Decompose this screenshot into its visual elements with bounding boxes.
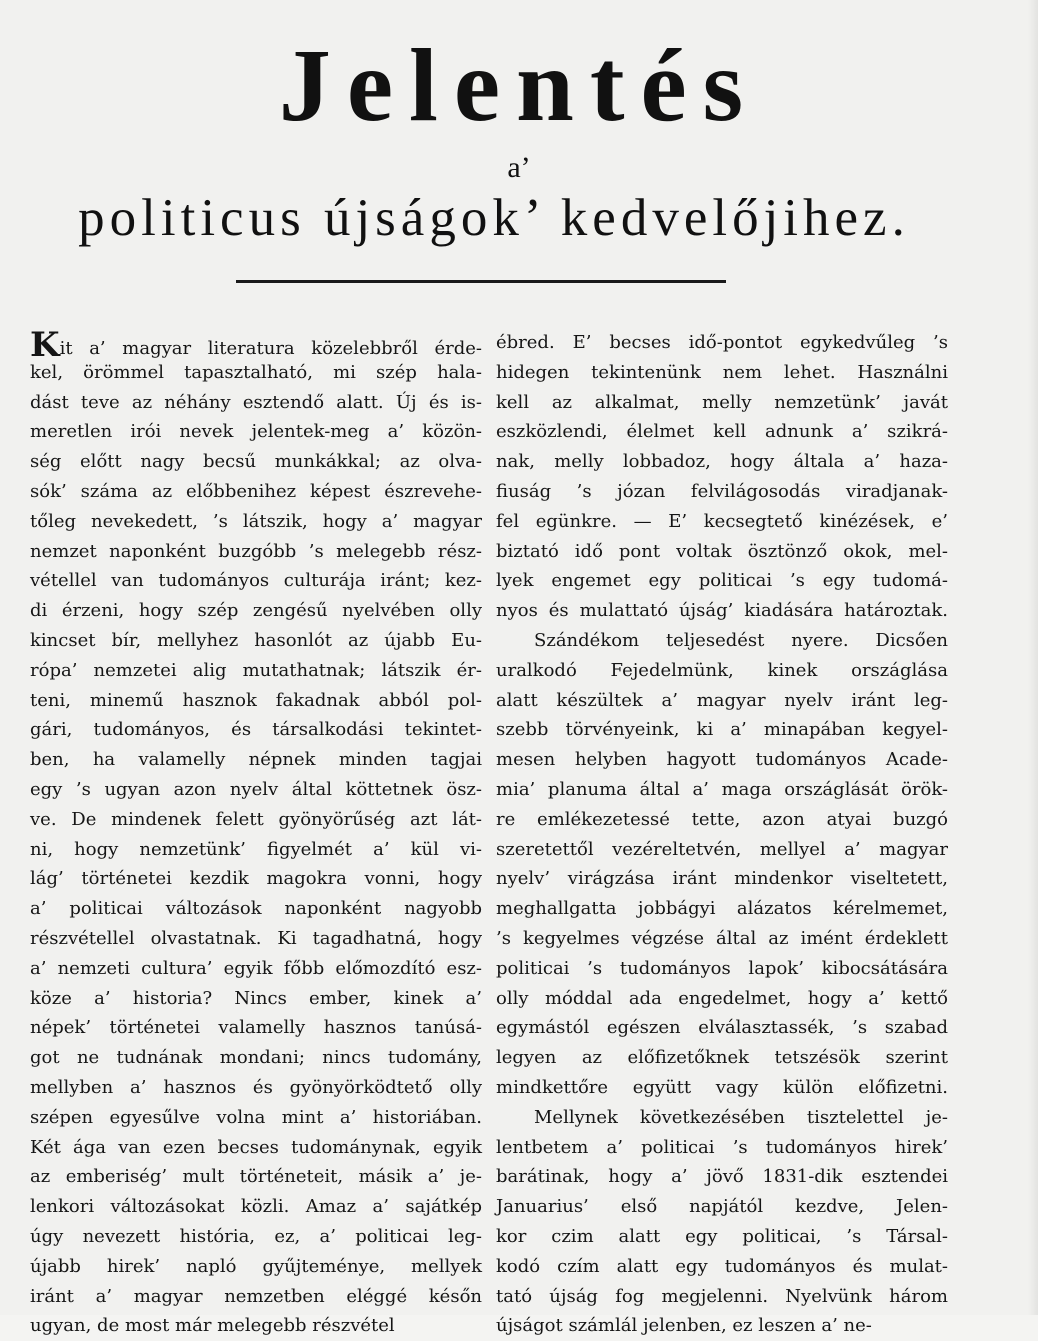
first-line-text: it a’ magyar literatura közelebbről érde-: [59, 338, 482, 359]
text-line: nemzet naponként buzgóbb ’s melegebb rész-: [30, 540, 482, 562]
text-line: teni, minemű hasznok fakadnak abból pol-: [30, 689, 482, 711]
text-line: szeretettől vezéreltetvén, mellyel a’ magyar: [496, 838, 948, 860]
text-line: legyen az előfizetőknek tetszésök szerint: [496, 1047, 948, 1069]
text-line: politicai ’s tudományos lapok’ kibocsátására: [496, 957, 948, 979]
document-subtitle: politicus újságok’ kedvelőjihez.: [78, 189, 910, 247]
text-line: a’ politicai változások naponként nagyobb: [30, 898, 482, 920]
text-line: sók’ száma az előbbenihez képest észrevehe-: [30, 480, 482, 502]
text-line: lyek engemet egy politicai ’s egy tudomá-: [496, 570, 948, 592]
text-line: tató újság fog megjelenni. Nyelvünk három: [496, 1285, 948, 1307]
text-line: szépen egyesűlve volna mint a’ historiában.: [30, 1106, 482, 1128]
text-line: Két ága van ezen becses tudománynak, egyik: [30, 1136, 482, 1158]
text-line: fiuság ’s józan felvilágosodás viradjanak-: [496, 480, 948, 502]
text-line: ni, hogy nemzetünk’ figyelmét a’ kül vi-: [30, 838, 482, 860]
text-line: fel egünkre. — E’ kecsegtető kinézések, e’: [496, 510, 948, 532]
text-line: részvétellel olvastatnak. Ki tagadhatná, hogy: [30, 927, 482, 949]
text-line: nyelv’ virágzása iránt mindenkor viseltetett,: [496, 868, 948, 890]
text-line: nak, melly lobbadoz, hogy általa a’ haza-: [496, 451, 948, 473]
text-line: újságot számlál jelenben, ez leszen a’ ne-: [496, 1315, 872, 1337]
text-line: ség előtt nagy becsű munkákkal; az olva-: [30, 451, 482, 473]
page-edge-shadow: [1028, 0, 1038, 1315]
text-line: re emlékezetessé tette, azon atyai buzgó: [496, 808, 948, 830]
text-line: biztató idő pont voltak ösztönző okok, mel-: [496, 540, 948, 562]
text-line: lentbetem a’ politicai ’s tudományos hirek’: [496, 1136, 948, 1158]
text-line: rópa’ nemzetei alig mutathatnak; látszik ér-: [30, 659, 482, 681]
text-line: di érzeni, hogy szép zengésű nyelvében olly: [30, 600, 482, 622]
text-line: kodó czím alatt egy tudományos és mulat-: [496, 1255, 948, 1277]
text-line: kincset bír, mellyhez hasonlót az újabb Eu-: [30, 629, 482, 651]
drop-cap: K: [30, 325, 60, 365]
text-line: mellyben a’ hasznos és gyönyörködtető olly: [30, 1076, 482, 1098]
text-line: gári, tudományos, és társalkodási tekintet-: [30, 719, 482, 741]
text-line: egymástól egészen elválasztassék, ’s szabad: [496, 1017, 948, 1039]
text-line: hidegen tekintenünk nem lehet. Használni: [496, 361, 948, 383]
text-line: mia’ planuma által a’ maga országlását örök-: [496, 778, 948, 800]
text-line: mindkettőre együtt vagy külön előfizetni.: [496, 1076, 948, 1098]
text-line: a’ nemzeti cultura’ egyik főbb előmozdító esz-: [30, 957, 482, 979]
text-line: eszközlendi, élelmet kell adnunk a’ szikrá-: [496, 421, 948, 443]
text-line: ébred. E’ becses idő-pontot egykedvűleg ’s: [496, 332, 948, 353]
text-line: got ne tudnának mondani; nincs tudomány,: [30, 1047, 482, 1069]
text-line: ve. De mindenek felett gyönyörűség azt lát-: [30, 808, 482, 830]
text-line: nyos és mulattató újság’ kiadására határoztak.: [496, 600, 948, 622]
document-title: Jelentés: [278, 28, 760, 143]
text-line: az emberiség’ mult történeteit, másik a’ je-: [30, 1166, 482, 1188]
text-line: kor czim alatt egy politicai, ’s Társal-: [496, 1225, 948, 1247]
text-line: uralkodó Fejedelmünk, kinek országlása: [496, 659, 948, 681]
text-line: kell az alkalmat, melly nemzetünk’ javát: [496, 391, 948, 413]
text-line: olly móddal ada engedelmet, hogy a’ kettő: [496, 987, 948, 1009]
text-line: lág’ történetei kezdik magokra vonni, hogy: [30, 868, 482, 890]
text-line: barátinak, hogy a’ jövő 1831-dik esztendei: [496, 1166, 948, 1188]
text-line: dást teve az néhány esztendő alatt. Új és is-: [30, 391, 482, 413]
text-line: egy ’s ugyan azon nyelv által köttetnek ösz-: [30, 778, 482, 800]
text-line: alatt készültek a’ magyar nyelv iránt leg-: [496, 689, 948, 711]
text-line: ugyan, de most már melegebb részvétel: [30, 1315, 395, 1337]
text-line: meghallgatta jobbágyi alázatos kérelmemet,: [496, 898, 948, 920]
text-line: Szándékom teljesedést nyere. Dicsően: [534, 629, 948, 651]
text-line: ben, ha valamelly népnek minden tagjai: [30, 749, 482, 771]
text-line: mesen helyben hagyott tudományos Acade-: [496, 749, 948, 771]
text-line: vétellel van tudományos culturája iránt; kez-: [30, 570, 482, 592]
text-line: újabb hirek’ napló gyűjteménye, mellyek: [30, 1255, 482, 1277]
text-line: ’s kegyelmes végzése által az imént érdeklett: [496, 927, 948, 949]
text-line: iránt a’ magyar nemzetben eléggé későn: [30, 1285, 482, 1307]
text-line: Mellynek következésében tisztelettel je-: [534, 1106, 948, 1128]
text-line: köze a’ historia? Nincs ember, kinek a’: [30, 987, 482, 1009]
text-line: kel, örömmel tapasztalható, mi szép hala-: [30, 361, 482, 383]
right-text-column: [496, 328, 948, 1341]
text-line: szebb törvényeink, ki a’ minapában kegyel-: [496, 719, 948, 741]
text-line: [30, 325, 482, 365]
title-divider-rule: [236, 280, 726, 283]
left-text-column: [30, 325, 482, 1341]
text-line: tőleg nevekedett, ’s látszik, hogy a’ magyar: [30, 510, 482, 532]
text-line: meretlen irói nevek jelentek-meg a’ közön-: [30, 421, 482, 443]
text-line: Januarius’ első napjától kezdve, Jelen-: [496, 1196, 948, 1218]
text-line: úgy nevezett história, ez, a’ politicai leg-: [30, 1225, 482, 1247]
title-article: a’: [507, 151, 531, 184]
text-line: népek’ történetei valamelly hasznos tanúsá-: [30, 1017, 482, 1039]
text-line: lenkori változásokat közli. Amaz a’ sajátkép: [30, 1196, 482, 1218]
